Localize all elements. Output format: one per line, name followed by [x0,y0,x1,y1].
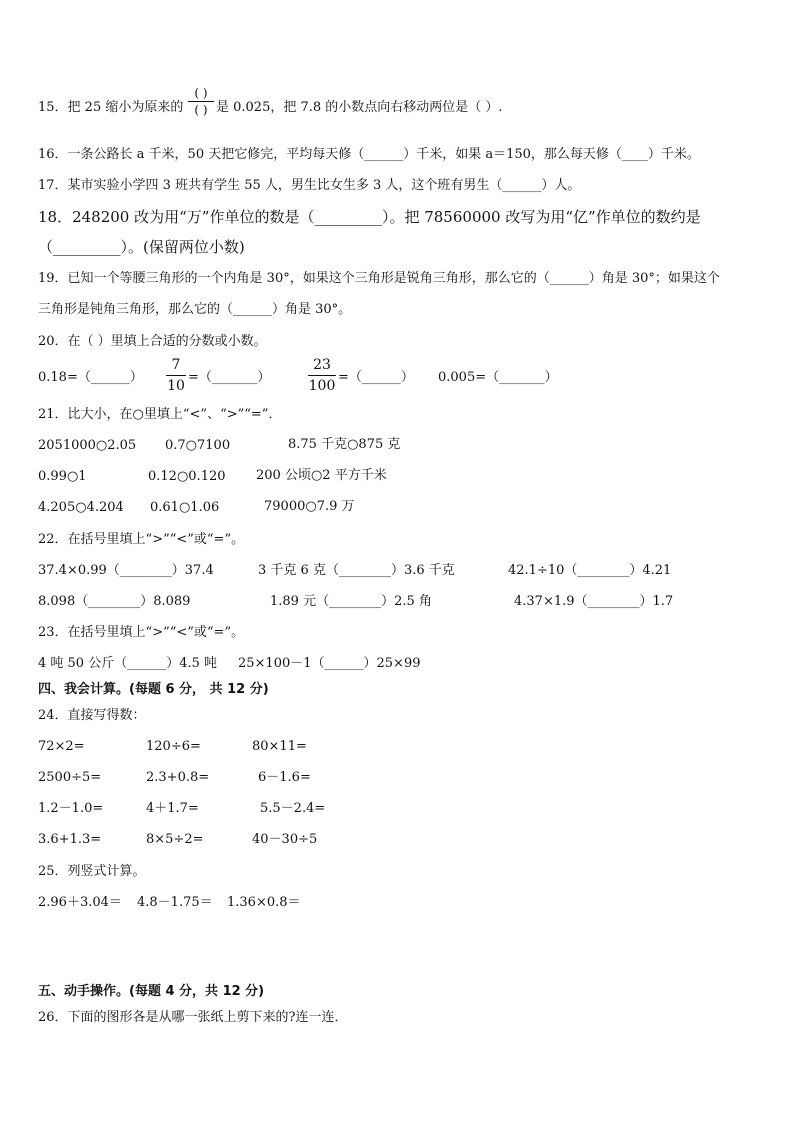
q25-title: 25．列竖式计算。 [38,864,146,879]
q26-text: 26．下面的图形各是从哪一张纸上剪下来的?连一连． [38,1010,348,1025]
q22-cell: 37.4×0.99（________）37.4 [38,563,214,578]
q20-title: 20．在（ ）里填上合适的分数或小数。 [38,334,267,349]
q25-item: 4.8－1.75＝ [137,895,213,910]
q24-cell: 2500÷5= [38,770,102,785]
q15-prefix: 15．把 25 缩小为原来的 [38,100,184,115]
q24-title: 24．直接写得数： [38,708,146,723]
q24-cell: 2.3+0.8= [146,770,210,785]
q24-cell: 80×11= [252,739,307,754]
q21-cell: 0.12○0.120 [148,469,226,484]
q20-item-d: 0.005=（_______） [438,370,558,385]
q21-title: 21．比大小，在○里填上“<”、“>”“=”． [38,407,282,422]
q20-fraction-c-numerator: 23 [313,357,331,373]
q24-cell: 3.6+1.3= [38,832,102,847]
q20-fraction-c [308,356,336,395]
q24-cell: 40－30÷5 [252,832,318,847]
q19-line2: 三角形是钝角三角形，那么它的（______）角是 30°。 [38,302,352,317]
q15-fraction [188,86,214,117]
q21-cell: 8.75 千克○875 克 [288,437,401,452]
q17-text: 17．某市实验小学四 3 班共有学生 55 人，男生比女生多 3 人，这个班有男生（______）人。 [38,178,581,193]
q21-cell: 0.7○7100 [165,438,231,453]
q22-cell: 8.098（________）8.089 [38,594,191,609]
q23-title: 23．在括号里填上“>”“<”或“=”。 [38,625,245,640]
q20-fraction-b [166,356,186,395]
q20-fraction-b-denominator: 10 [167,378,185,394]
q19-line1: 19．已知一个等腰三角形的一个内角是 30°，如果这个三角形是锐角三角形，那么它的（______）角是 30°；如果这个 [38,271,720,286]
q18-line1: 18．248200 改为用“万”作单位的数是（_________）。把 78560000 改写为用“亿”作单位的数约是 [38,208,701,226]
q25-item: 2.96＋3.04＝ [38,895,122,910]
q22-cell: 42.1÷10（________）4.21 [508,563,672,578]
q18-line2: （_________）。(保留两位小数) [38,238,245,256]
q24-cell: 8×5÷2= [146,832,204,847]
q24-cell: 120÷6= [146,739,201,754]
q20-fraction-c-denominator: 100 [308,378,336,394]
q23-item-a: 4 吨 50 公斤（______）4.5 吨 [38,656,218,671]
q25-item: 1.36×0.8＝ [227,895,301,910]
q24-cell: 6－1.6= [258,770,311,785]
q22-cell: 3 千克 6 克（________）3.6 千克 [258,563,455,578]
q21-cell: 0.61○1.06 [150,500,220,515]
q22-title: 22．在括号里填上“>”“<”或“=”。 [38,532,245,547]
q24-cell: 4＋1.7= [146,801,199,816]
q23-item-b: 25×100－1（______）25×99 [238,656,421,671]
q21-cell: 0.99○1 [38,469,87,484]
q21-cell: 79000○7.9 万 [264,499,355,514]
q16-text: 16．一条公路长 a 千米，50 天把它修完，平均每天修（______）千米，如果 a＝150，那么每天修（____）千米。 [38,147,700,162]
q24-cell: 5.5－2.4= [260,801,326,816]
q21-cell: 200 公顷○2 平方千米 [256,468,387,483]
section-4-heading: 四、我会计算。(每题 6 分， 共 12 分) [38,682,269,697]
q15-fraction-numerator: ( ) [194,86,208,100]
q21-cell: 4.205○4.204 [38,500,124,515]
q22-cell: 1.89 元（________）2.5 角 [270,594,432,609]
q20-item-a: 0.18=（______） [38,370,143,385]
q24-cell: 1.2－1.0= [38,801,104,816]
q20-item-c: =（______） [338,370,414,385]
q24-cell: 72×2= [38,739,85,754]
q21-cell: 2051000○2.05 [38,438,137,453]
q20-fraction-b-numerator: 7 [171,357,181,373]
q15-fraction-denominator: ( ) [194,103,208,117]
section-5-heading: 五、动手操作。(每题 4 分，共 12 分) [38,984,265,999]
q15-suffix: 是 0.025，把 7.8 的小数点向右移动两位是（ ）. [216,100,503,115]
q22-cell: 4.37×1.9（________）1.7 [514,594,674,609]
q20-item-b: =（_______） [188,370,271,385]
